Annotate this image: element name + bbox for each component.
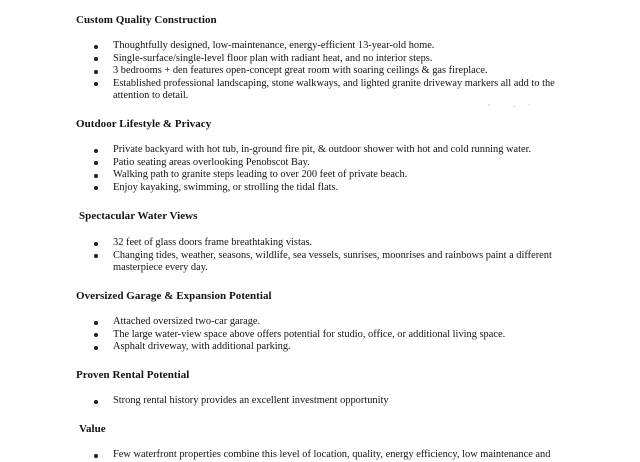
bullet-icon <box>94 454 98 458</box>
section-heading-construction: Custom Quality Construction <box>76 14 217 26</box>
section-heading-rental: Proven Rental Potential <box>76 369 190 381</box>
bullet-icon <box>94 321 98 325</box>
bullet-icon <box>94 161 98 165</box>
list-item: Strong rental history provides an excellent investment opportunity <box>94 395 584 408</box>
bullet-icon <box>94 70 98 74</box>
list-item: Thoughtfully designed, low-maintenance, energy-efficient 13-year-old home. <box>94 40 584 53</box>
bullet-list-garage <box>94 316 584 354</box>
scan-speck <box>488 104 490 106</box>
list-item: 3 bedrooms + den features open-concept great room with soaring ceilings & gas fireplace. <box>94 65 584 78</box>
list-item: The large water-view space above offers potential for studio, office, or additional living space. <box>94 329 584 342</box>
list-item: Walking path to granite steps leading to over 200 feet of private beach. <box>94 169 584 182</box>
list-item: Changing tides, weather, seasons, wildlife, sea vessels, sunrises, moonrises and rainbows paint a different masterpiece every day. <box>94 250 584 275</box>
bullet-icon <box>94 254 98 258</box>
scan-speck <box>528 104 530 105</box>
bullet-icon <box>94 45 98 49</box>
bullet-icon <box>94 57 98 61</box>
scan-speck <box>513 106 516 107</box>
bullet-list-outdoor <box>94 144 584 194</box>
section-heading-value: Value <box>79 423 106 435</box>
list-item: Few waterfront properties combine this level of location, quality, energy efficiency, low maintenance and <box>94 449 614 462</box>
bullet-icon <box>94 242 98 246</box>
bullet-icon <box>94 149 98 153</box>
bullet-icon <box>94 333 98 337</box>
bullet-icon <box>94 186 98 190</box>
section-heading-water-views: Spectacular Water Views <box>79 210 198 222</box>
list-item: Single-surface/single-level floor plan with radiant heat, and no interior steps. <box>94 53 584 66</box>
section-heading-outdoor: Outdoor Lifestyle & Privacy <box>76 118 212 130</box>
bullet-icon <box>94 174 98 178</box>
list-item: Patio seating areas overlooking Penobscot Bay. <box>94 157 584 170</box>
list-item: Attached oversized two-car garage. <box>94 316 584 329</box>
bullet-icon <box>94 346 98 350</box>
bullet-list-rental <box>94 395 584 408</box>
bullet-icon <box>94 400 98 404</box>
list-item: Asphalt driveway, with additional parking. <box>94 341 584 354</box>
bullet-list-construction <box>94 40 584 103</box>
list-item: Private backyard with hot tub, in-ground fire pit, & outdoor shower with hot and cold running water. <box>94 144 584 157</box>
list-item: 32 feet of glass doors frame breathtaking vistas. <box>94 237 584 250</box>
section-heading-garage: Oversized Garage & Expansion Potential <box>76 290 272 302</box>
list-item: Enjoy kayaking, swimming, or strolling the tidal flats. <box>94 182 584 195</box>
bullet-icon <box>94 82 98 86</box>
bullet-list-water-views <box>94 237 584 275</box>
list-item: Established professional landscaping, stone walkways, and lighted granite driveway markers all add to the attention to detail. <box>94 78 584 103</box>
